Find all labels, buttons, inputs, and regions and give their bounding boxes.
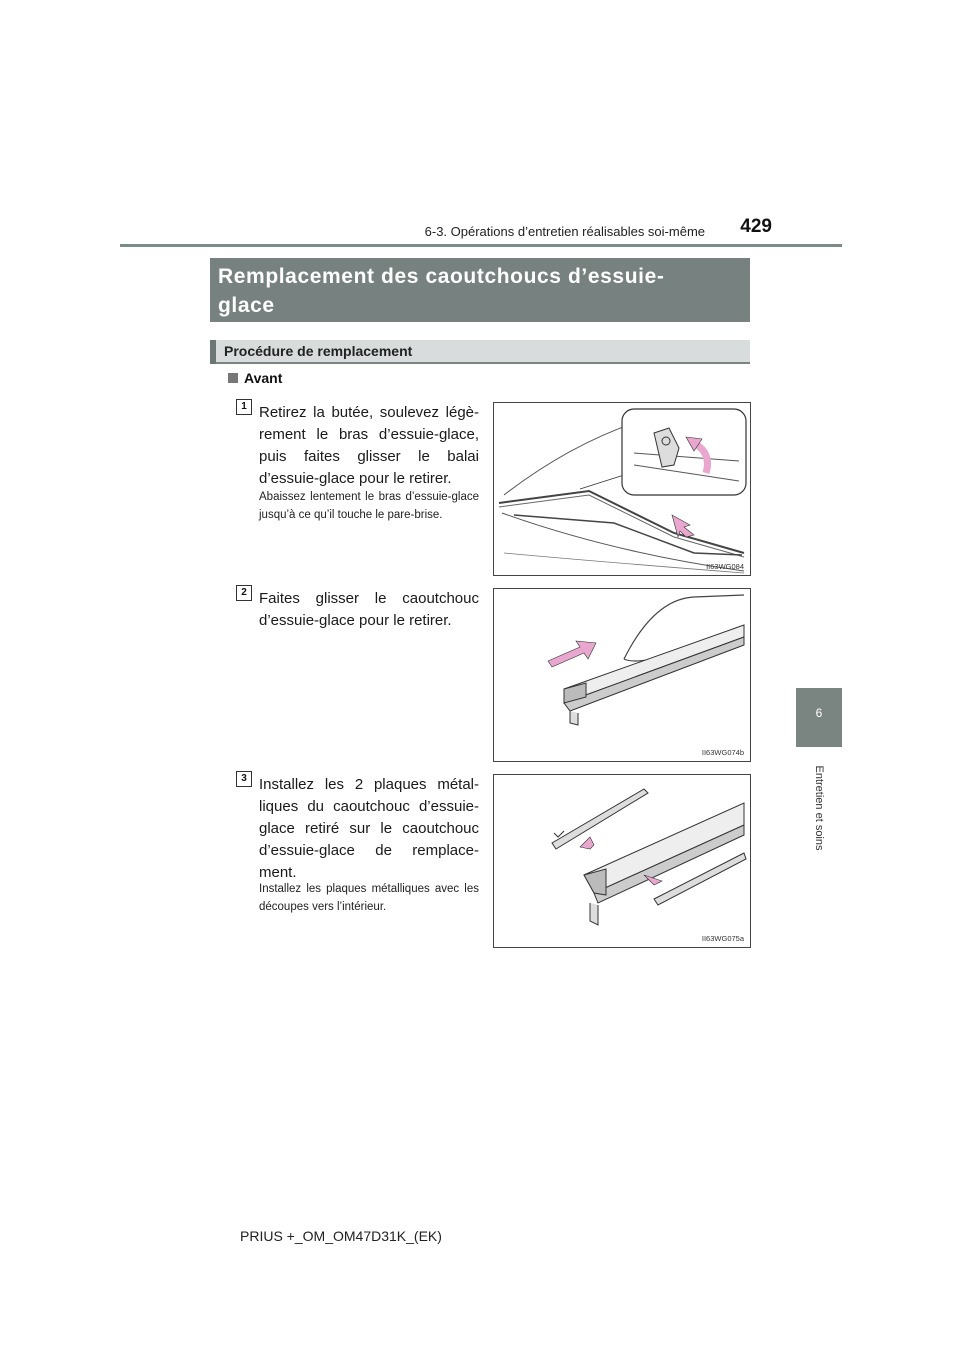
page-number: 429 xyxy=(740,216,772,237)
step-text: Faites glisser le caoutchouc d’essuie-glace pour le retirer. xyxy=(259,590,479,629)
step-note: Abaissez lentement le bras d’essuie-glace jusqu’à ce qu’il touche le pare-brise. xyxy=(259,491,479,521)
header-section-title: 6-3. Opérations d’entretien réalisables soi-même xyxy=(424,224,705,239)
document-code: PRIUS +_OM_OM47D31K_(EK) xyxy=(240,1228,442,1244)
step-number: 3 xyxy=(236,771,252,787)
subheading-accent xyxy=(210,340,216,364)
page-title: Remplacement des caoutchoucs d’essuie-glace xyxy=(218,265,665,317)
wiper-arm-illustration xyxy=(494,403,750,575)
figure-blade-slide xyxy=(493,588,751,762)
step-number: 1 xyxy=(236,399,252,415)
step-number: 2 xyxy=(236,585,252,601)
figure-wiper-arm-removal xyxy=(493,402,751,576)
section-heading xyxy=(228,370,282,386)
step-note: Installez les plaques métalliques avec les découpes vers l’intérieur. xyxy=(259,883,479,913)
step-text: Installez les 2 plaques métal-liques du caoutchouc d’essuie-glace retiré sur le caoutchouc d’essuie-glace de remplace-ment. xyxy=(259,776,479,881)
header-rule xyxy=(120,244,842,247)
figure-code: II63WG084 xyxy=(706,562,744,571)
figure-metal-plates xyxy=(493,774,751,948)
figure-code: II63WG075a xyxy=(701,934,744,943)
chapter-label xyxy=(796,756,842,860)
chapter-label-text: Entretien et soins xyxy=(813,765,825,851)
wiper-blade-illustration xyxy=(494,589,750,761)
figure-code: II63WG074b xyxy=(701,748,744,757)
square-bullet-icon xyxy=(228,373,238,383)
subheading: Procédure de remplacement xyxy=(224,343,413,359)
section-heading-text: Avant xyxy=(244,370,283,386)
chapter-tab: 6 xyxy=(796,688,842,747)
step-text: Retirez la butée, soulevez légè-rement le bras d’essuie-glace, puis faites glisser le balai d’essuie-glace pour le retirer. xyxy=(259,404,479,487)
metal-plates-illustration xyxy=(494,775,750,947)
